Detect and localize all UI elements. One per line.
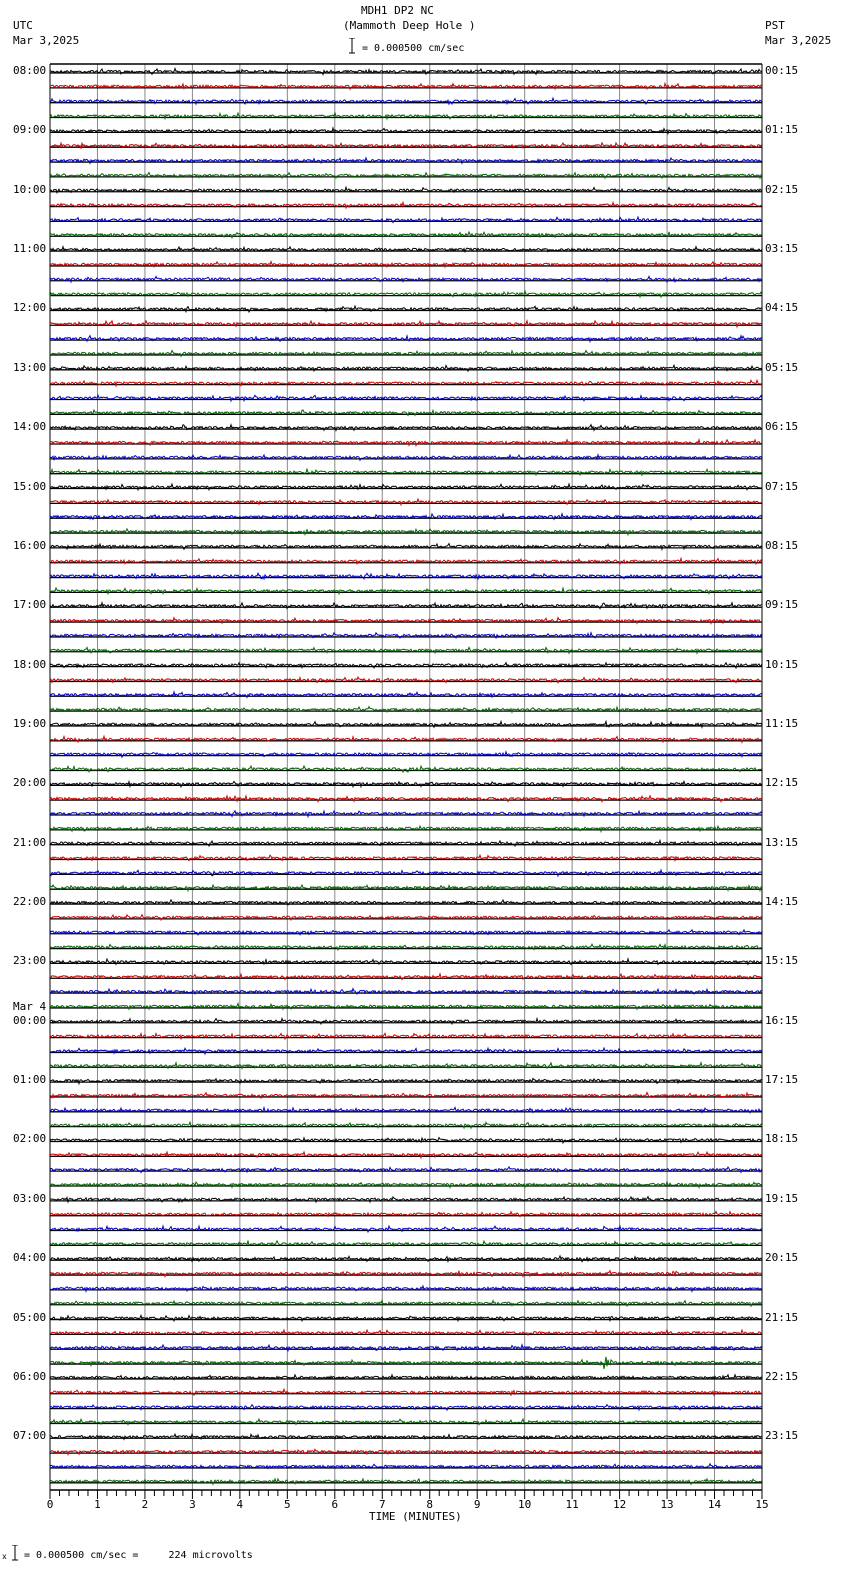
right-date: Mar 3,2025 <box>765 34 832 47</box>
utc-hour-label: 19:00 <box>13 716 47 730</box>
footer-scale-bar-icon <box>12 1545 18 1561</box>
left-timezone: UTC <box>13 19 33 32</box>
utc-hour-label: 16:00 <box>13 538 47 552</box>
utc-hour-label: 18:00 <box>13 657 47 671</box>
pst-hour-label: 14:15 <box>765 895 799 909</box>
date-change-label: Mar 4 <box>13 999 47 1013</box>
utc-hour-label: 20:00 <box>13 776 47 790</box>
x-tick-label: 14 <box>707 1498 722 1511</box>
pst-hour-label: 03:15 <box>765 242 799 256</box>
pst-hour-label: 23:15 <box>765 1429 799 1443</box>
pst-hour-label: 16:15 <box>765 1013 799 1027</box>
footer-prefix: x <box>2 1552 7 1561</box>
pst-hour-label: 01:15 <box>765 123 799 137</box>
pst-hour-label: 04:15 <box>765 301 799 315</box>
utc-hour-label: 08:00 <box>13 64 47 77</box>
pst-hour-label: 22:15 <box>765 1369 799 1383</box>
station-title: MDH1 DP2 NC <box>361 4 434 17</box>
utc-hour-label: 03:00 <box>13 1191 47 1205</box>
x-tick-label: 9 <box>473 1498 481 1511</box>
station-subtitle: (Mammoth Deep Hole ) <box>343 19 476 32</box>
pst-hour-label: 07:15 <box>765 479 799 493</box>
pst-hour-label: 21:15 <box>765 1310 799 1324</box>
x-tick-label: 5 <box>284 1498 291 1511</box>
x-tick-label: 2 <box>141 1498 149 1511</box>
utc-hour-label: 12:00 <box>13 301 47 315</box>
pst-hour-label: 20:15 <box>765 1251 799 1265</box>
x-tick-label: 11 <box>565 1498 579 1511</box>
seismic-trace <box>50 782 762 787</box>
utc-hour-label: 02:00 <box>13 1132 47 1146</box>
utc-hour-label: 09:00 <box>13 123 47 137</box>
x-tick-label: 1 <box>94 1498 101 1511</box>
x-tick-label: 7 <box>378 1498 386 1511</box>
seismic-trace <box>50 1405 762 1410</box>
x-tick-label: 13 <box>660 1498 674 1511</box>
seismic-trace <box>50 1479 762 1484</box>
seismic-trace <box>50 1357 762 1369</box>
left-date: Mar 3,2025 <box>13 34 80 47</box>
utc-hour-label: 14:00 <box>13 420 47 434</box>
pst-hour-label: 00:15 <box>765 64 799 77</box>
x-tick-label: 4 <box>236 1498 244 1511</box>
seismic-trace <box>50 752 762 757</box>
utc-hour-label: 01:00 <box>13 1073 47 1087</box>
pst-hour-label: 10:15 <box>765 657 799 671</box>
utc-hour-label: 17:00 <box>13 598 47 612</box>
utc-hour-label: 13:00 <box>13 360 47 374</box>
utc-hour-label: 07:00 <box>13 1429 47 1443</box>
utc-hour-label: 15:00 <box>13 479 47 493</box>
x-tick-label: 3 <box>189 1498 196 1511</box>
pst-hour-label: 11:15 <box>765 716 799 730</box>
x-tick-label: 10 <box>518 1498 532 1511</box>
pst-hour-label: 19:15 <box>765 1191 799 1205</box>
x-tick-label: 8 <box>426 1498 434 1511</box>
pst-hour-label: 17:15 <box>765 1073 799 1087</box>
utc-hour-label: 22:00 <box>13 895 47 909</box>
x-tick-label: 0 <box>46 1498 54 1511</box>
utc-hour-label: 04:00 <box>13 1251 47 1265</box>
pst-hour-label: 08:15 <box>765 538 799 552</box>
pst-hour-label: 05:15 <box>765 360 799 374</box>
x-tick-label: 6 <box>331 1498 339 1511</box>
seismic-trace <box>50 826 762 831</box>
scale-text: = 0.000500 cm/sec <box>362 43 465 54</box>
pst-hour-label: 15:15 <box>765 954 799 968</box>
right-timezone: PST <box>765 19 785 32</box>
pst-hour-label: 18:15 <box>765 1132 799 1146</box>
footer-scale-text: = 0.000500 cm/sec = 224 microvolts <box>24 1550 253 1561</box>
pst-hour-label: 09:15 <box>765 598 799 612</box>
utc-hour-label: 05:00 <box>13 1310 47 1324</box>
seismic-trace <box>50 1078 762 1083</box>
pst-hour-label: 06:15 <box>765 420 799 434</box>
x-tick-label: 12 <box>612 1498 627 1511</box>
pst-hour-label: 12:15 <box>765 776 799 790</box>
utc-hour-label: 10:00 <box>13 182 47 196</box>
x-axis-label: TIME (MINUTES) <box>369 1510 462 1523</box>
pst-hour-label: 02:15 <box>765 182 799 196</box>
pst-hour-label: 13:15 <box>765 835 799 849</box>
seismic-trace <box>50 870 762 876</box>
utc-hour-label: 23:00 <box>13 954 47 968</box>
x-tick-label: 15 <box>755 1498 769 1511</box>
utc-hour-label: 11:00 <box>13 242 47 256</box>
utc-hour-label: 00:00 <box>13 1013 47 1027</box>
utc-hour-label: 06:00 <box>13 1369 47 1383</box>
utc-hour-label: 21:00 <box>13 835 47 849</box>
